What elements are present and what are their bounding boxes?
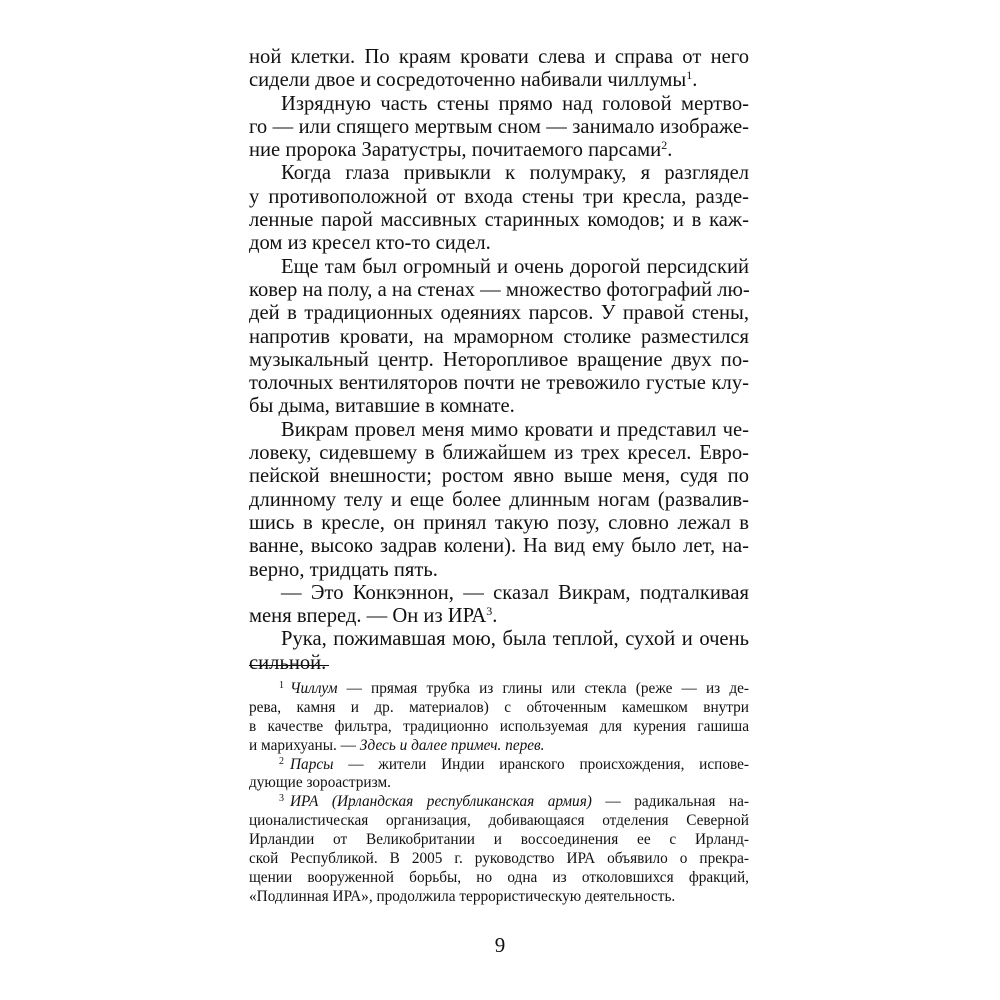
- footnote-line: [249, 850, 749, 869]
- text-line: [249, 162, 749, 185]
- footnote-line: [249, 888, 749, 907]
- footnote-number: 1: [279, 680, 284, 691]
- line-text: сильной.: [249, 651, 327, 674]
- footnote: [249, 680, 749, 756]
- text-line: [249, 535, 749, 558]
- paragraph: [249, 628, 749, 675]
- line-text: толочных вентиляторов почти не тревожило густые клу-: [249, 372, 749, 395]
- line-text: в качестве фильтра, традиционно используемая для курения гашиша: [249, 717, 749, 735]
- paragraph: [249, 582, 749, 629]
- paragraph: [249, 419, 749, 582]
- line-text: Когда глаза привыкли к полумраку, я разглядел: [281, 162, 749, 185]
- footnote-number: 2: [279, 755, 284, 767]
- footnote-line: [249, 812, 749, 831]
- line-text: — Это Конкэннон, — сказал Викрам, подталкивая: [281, 581, 749, 604]
- text-line: [249, 465, 749, 488]
- footnote-line: [249, 869, 749, 888]
- text-line: [249, 232, 749, 255]
- line-text: музыкальный центр. Неторопливое вращение двух по-: [249, 348, 749, 371]
- footnote-line: [249, 737, 749, 756]
- line-text: напротив кровати, на мраморном столике разместился: [249, 325, 749, 348]
- footnotes: [249, 680, 749, 907]
- footnote-line: [249, 756, 749, 775]
- paragraph: [249, 46, 749, 93]
- footnote-term: ИРА (Ирландская республиканская армия): [290, 793, 592, 811]
- paragraph: [249, 93, 749, 163]
- text-line: [249, 186, 749, 209]
- line-text: «Подлинная ИРА», продолжила террористическую деятельность.: [249, 887, 676, 905]
- footnote-marker: 2: [661, 138, 668, 153]
- line-text: дом из кресел кто-то сидел.: [249, 232, 491, 255]
- line-text: шись в кресле, он принял такую позу, словно лежал в: [249, 511, 749, 534]
- text-line: [249, 209, 749, 232]
- line-text: ние пророка Заратустры, почитаемого парсами: [249, 139, 662, 162]
- text-line: [249, 372, 749, 395]
- footnote-line: [249, 831, 749, 850]
- line-text: Изрядную часть стены прямо над головой мертво-: [281, 92, 749, 115]
- page-number: 9: [494, 933, 506, 957]
- line-text: сидели двое и сосредоточенно набивали чиллумы: [249, 69, 687, 92]
- footnote-line: [249, 793, 749, 812]
- footnote: [249, 756, 749, 794]
- main-text: [249, 46, 749, 675]
- line-text: рева, камня и др. материалов) с обточенным камешком внутри: [249, 698, 749, 716]
- text-line: [249, 302, 749, 325]
- line-text: дей в традиционных одеяниях парсов. У правой стены,: [249, 302, 749, 325]
- paragraph: [249, 162, 749, 255]
- paragraph: [249, 256, 749, 419]
- line-text: дующие зороастризм.: [249, 774, 391, 792]
- text-line: [249, 395, 749, 418]
- line-text: ленные парой массивных старинных комодов; и в каж-: [249, 209, 749, 232]
- footnote-marker: 3: [486, 604, 493, 619]
- translator-note: Здесь и далее примеч. перев.: [359, 736, 545, 754]
- text-line: [249, 93, 749, 116]
- line-text: у противоположной от входа стены три кресла, разде-: [249, 185, 749, 208]
- line-text: щении вооруженной борьбы, но одна из отколовшихся фракций,: [249, 868, 749, 886]
- footnote-line: [249, 699, 749, 718]
- line-text: го — или спящего мертвым сном — занимало изображе-: [249, 115, 749, 138]
- text-line: [249, 419, 749, 442]
- text-line: [249, 116, 749, 139]
- line-text: бы дыма, витавшие в комнате.: [249, 395, 515, 418]
- footnote-term: Парсы: [290, 755, 334, 773]
- text-line: меня вперед. — Он из ИРА$^3$.: [249, 604, 498, 628]
- text-line: [249, 652, 749, 675]
- line-text: — прямая трубка из глины или стекла (реже — из де-: [337, 680, 749, 697]
- line-text: меня вперед. — Он из ИРА: [249, 605, 487, 628]
- line-text: ковер на полу, а на стенах — множество фотографий лю-: [249, 278, 750, 301]
- text-line: [249, 442, 749, 465]
- text-line: ние пророка Заратустры, почитаемого парсами$^2$.: [249, 138, 673, 162]
- line-text: ванне, высоко задрав колени). На вид ему было лет, на-: [249, 535, 749, 558]
- text-line: [249, 582, 749, 605]
- line-text: длинному телу и еще более длинным ногам (развалив-: [249, 488, 749, 511]
- line-text: ной клетки. По краям кровати слева и справа от него: [249, 46, 749, 68]
- line-text: ловеку, сидевшему в ближайшем из трех кресел. Евро-: [249, 442, 749, 465]
- line-text: Рука, пожимавшая мою, была теплой, сухой и очень: [281, 628, 749, 651]
- line-text: Еще там был огромный и очень дорогой персидский: [281, 255, 749, 278]
- footnote-line: [249, 680, 749, 699]
- text-line: [249, 326, 749, 349]
- line-text: и марихуаны. —: [249, 736, 360, 754]
- line-text: Ирландии от Великобритании и воссоединения ее с Ирланд-: [249, 831, 749, 849]
- line-text: — радикальная на-: [591, 793, 749, 811]
- text-line: [249, 279, 749, 302]
- text-line: [249, 349, 749, 372]
- line-text: Викрам провел меня мимо кровати и представил че-: [281, 418, 749, 441]
- footnote-number: 3: [279, 793, 284, 805]
- line-text: — жители Индии иранского происхождения, испове-: [333, 755, 749, 773]
- footnote-marker: 1: [686, 68, 693, 83]
- footnote-separator: [249, 665, 329, 666]
- text-line: [249, 46, 749, 69]
- footnote: [249, 793, 749, 906]
- line-text: ционалистическая организация, добивающаяся отделения Северной: [249, 812, 749, 830]
- text-line: [249, 489, 749, 512]
- text-line: [249, 628, 749, 651]
- line-text: верно, тридцать пять.: [249, 558, 438, 581]
- line-text: пейской внешности; ростом явно выше меня, судя по: [249, 465, 749, 488]
- text-line: [249, 512, 749, 535]
- text-line: [249, 256, 749, 279]
- footnote-term: Чиллум: [290, 680, 338, 697]
- text-line: [249, 559, 749, 582]
- line-text: ской Республикой. В 2005 г. руководство ИРА объявило о прекра-: [249, 850, 749, 868]
- text-line: сидели двое и сосредоточенно набивали чиллумы$^1$.: [249, 68, 698, 92]
- footnote-line: [249, 774, 749, 793]
- footnote-line: [249, 718, 749, 737]
